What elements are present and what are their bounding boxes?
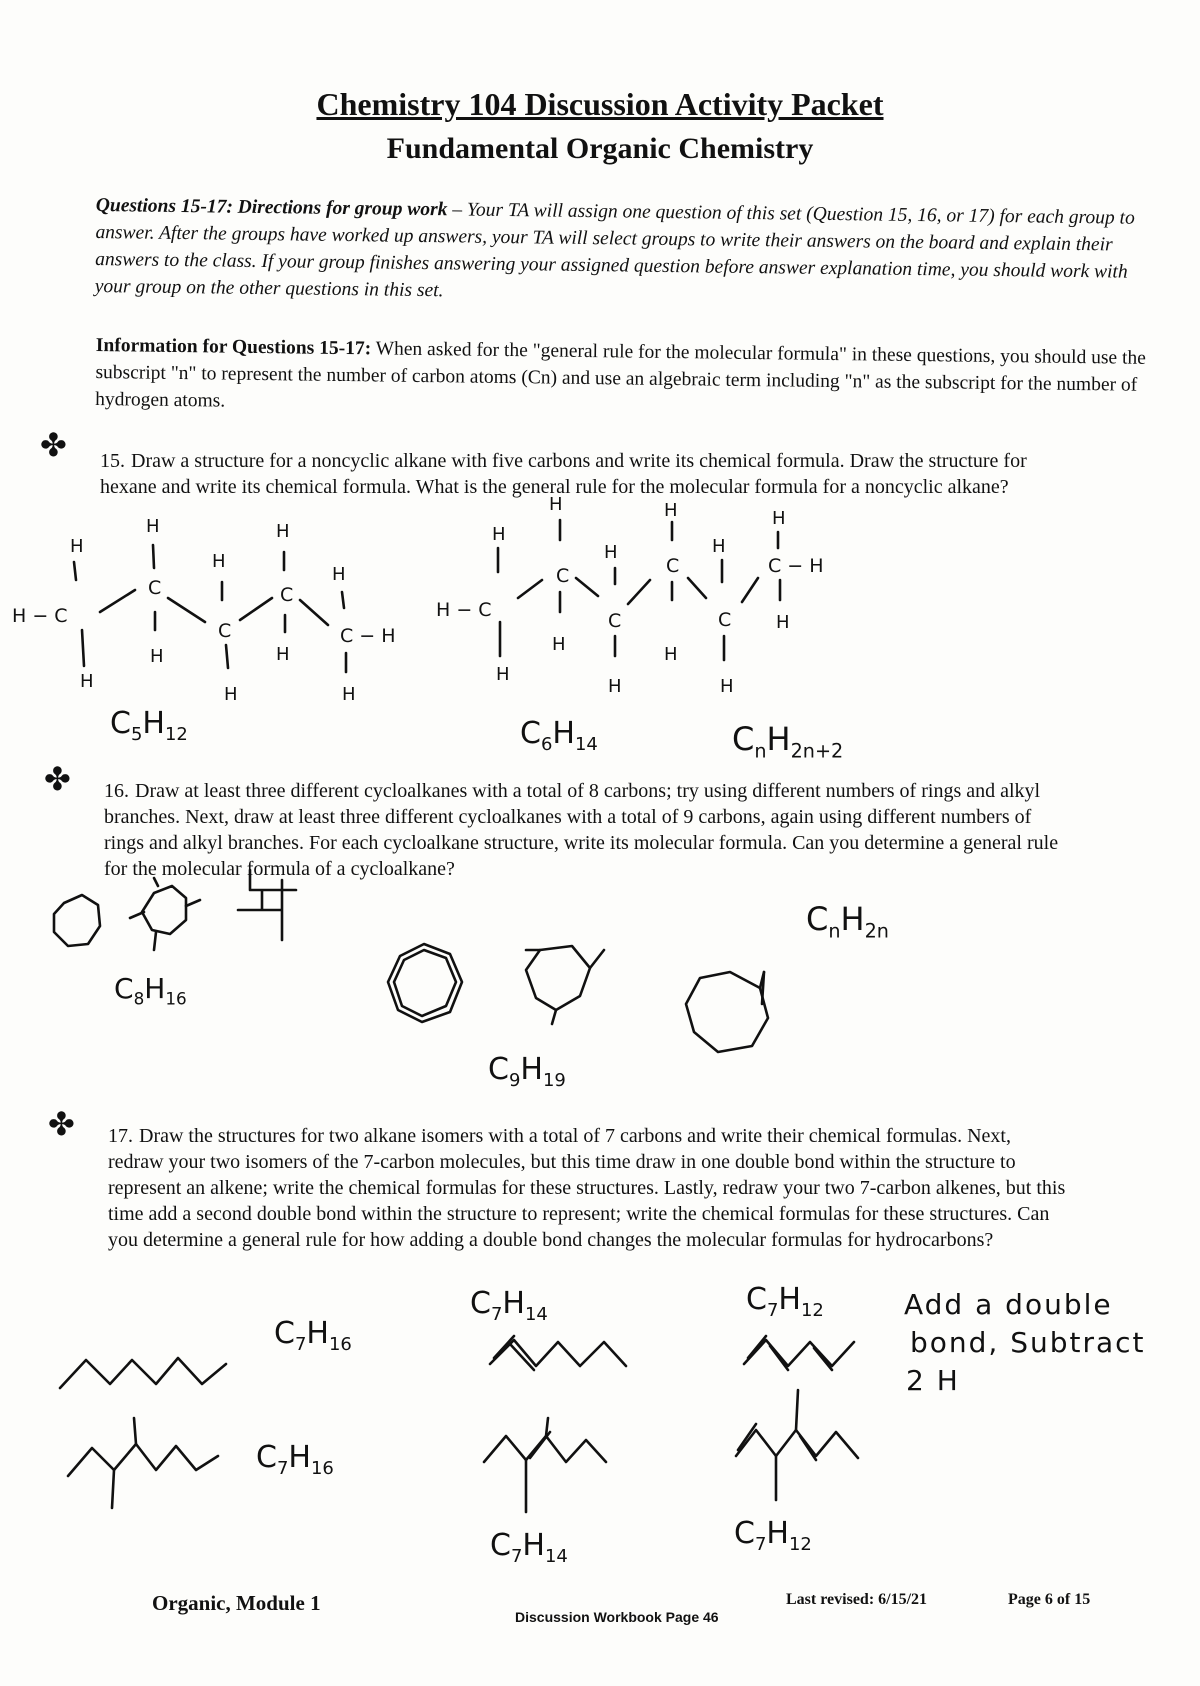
heptene-skeletal xyxy=(490,1336,626,1370)
formula-c8h16: $C_8H_{16}$ xyxy=(114,972,187,1009)
footer-last-revised: Last revised: 6/15/21 xyxy=(786,1591,928,1608)
hexane-structure xyxy=(436,494,824,697)
svg-text:C: C xyxy=(218,620,232,642)
formula-diene1: $C_7H_{12}$ xyxy=(746,1282,824,1321)
packet-title: Chemistry 104 Discussion Activity Packet xyxy=(316,86,884,122)
svg-text:H: H xyxy=(146,516,160,537)
formula-alkane-rule: $C_nH_{2n+2}$ xyxy=(732,720,844,763)
formula-c6h14: $C_6H_{14}$ xyxy=(520,716,598,755)
svg-text:H: H xyxy=(276,644,290,665)
formula-c9h19: $C_9H_{19}$ xyxy=(488,1052,566,1091)
svg-text:H: H xyxy=(664,500,678,521)
svg-text:H: H xyxy=(150,646,164,667)
information-label: Information for Questions 15-17: xyxy=(95,334,372,360)
double-bond-rule-line1: Add a double xyxy=(904,1288,1113,1321)
svg-text:C: C xyxy=(280,584,294,606)
formula-alkene2: $C_7H_{14}$ xyxy=(490,1528,568,1567)
svg-text:H: H xyxy=(720,676,734,697)
svg-text:C: C xyxy=(666,555,680,577)
question-number: 15. xyxy=(100,450,125,472)
heptane-skeletal xyxy=(60,1358,226,1388)
formula-alkane2: $C_7H_{16}$ xyxy=(256,1440,334,1479)
heptadiene-skeletal xyxy=(744,1336,854,1370)
formula-diene2: $C_7H_{12}$ xyxy=(734,1516,812,1555)
svg-text:H: H xyxy=(224,684,238,705)
svg-text:H: H xyxy=(332,564,346,585)
packet-subtitle: Fundamental Organic Chemistry xyxy=(386,132,814,165)
puzzle-icon: ✤ xyxy=(48,1105,75,1143)
puzzle-icon: ✤ xyxy=(44,760,71,798)
svg-text:C: C xyxy=(148,577,162,599)
footer-workbook-page: Discussion Workbook Page 46 xyxy=(515,1609,719,1625)
question-number: 16. xyxy=(104,780,129,802)
double-bond-rule-line2: bond, Subtract xyxy=(910,1326,1146,1359)
formula-alkane1: $C_7H_{16}$ xyxy=(274,1316,352,1355)
footer-module: Organic, Module 1 xyxy=(152,1591,321,1615)
svg-text:C: C xyxy=(608,610,622,632)
information-text: When asked for the "general rule for the molecular formula" in these questions, you should use the subscript "n" to represent the number of carbon atoms (Cn) and use an algebraic term including "n" as the subscript for the number of hydrogen atoms. xyxy=(95,338,1146,412)
svg-text:H: H xyxy=(80,671,94,692)
question-text: Draw at least three different cycloalkanes with a total of 8 carbons; try using different numbers of rings and alkyl branches. Next, draw at least three different cycloalkanes with a total of 9 carbons, again using different numbers of rings and alkyl branches. For each cycloalkane structure, write its molecular formula. Can you determine a general rule for the molecular formula of a cycloalkane? xyxy=(104,780,1059,880)
formula-alkene1: $C_7H_{14}$ xyxy=(470,1286,548,1325)
cycloalkane-structures xyxy=(54,870,768,1052)
svg-text:H: H xyxy=(712,536,726,557)
svg-text:H: H xyxy=(772,508,786,529)
svg-text:H: H xyxy=(496,664,510,685)
svg-text:H: H xyxy=(608,676,622,697)
methylhexadiene-skeletal xyxy=(736,1390,858,1500)
question-text: Draw the structures for two alkane isomers with a total of 7 carbons and write their chemical formulas. Next, redraw your two isomers of the 7-carbon molecules, but this time draw in one double bond within the structure to represent an alkene; write the chemical formulas for these structures. Lastly, redraw your two 7-carbon alkenes, but this time add a second double bond within the structure to represent; write the chemical formulas for these structures. Can you determine a general rule for how adding a double bond changes the molecular formulas for hydrocarbons? xyxy=(108,1125,1066,1251)
svg-text:H − C: H − C xyxy=(12,605,68,627)
double-bond-rule-line3: 2 H xyxy=(906,1364,960,1397)
svg-text:H: H xyxy=(492,524,506,545)
pentane-structure xyxy=(12,516,396,705)
svg-text:H: H xyxy=(342,684,356,705)
svg-text:C − H: C − H xyxy=(340,625,396,647)
svg-text:H: H xyxy=(70,536,84,557)
svg-text:H − C: H − C xyxy=(436,599,492,621)
methylhexane-skeletal xyxy=(68,1418,218,1508)
footer-page-number: Page 6 of 15 xyxy=(1008,1591,1091,1608)
directions-text: – Your TA will assign one question of this set (Question 15, 16, or 17) for each group to answer. After the groups have worked up answers, your TA will select groups to write their answers on the board and explain their answers to the class. If your group finishes answering your assigned question before answer explanation time, you should work with your group on the other questions in this set. xyxy=(94,199,1135,302)
question-text: Draw a structure for a noncyclic alkane with five carbons and write its chemical formula. Draw the structure for hexane and write its chemical formula. What is the general rule for the molecular formula for a noncyclic alkane? xyxy=(100,450,1027,498)
svg-text:H: H xyxy=(776,612,790,633)
svg-text:H: H xyxy=(552,634,566,655)
svg-text:H: H xyxy=(604,542,618,563)
methylhexene-skeletal xyxy=(484,1418,606,1512)
svg-text:C: C xyxy=(556,565,570,587)
formula-c5h12: $C_5H_{12}$ xyxy=(110,706,188,745)
svg-text:C: C xyxy=(718,609,732,631)
question-number: 17. xyxy=(108,1125,133,1147)
svg-text:C − H: C − H xyxy=(768,555,824,577)
svg-text:H: H xyxy=(212,551,226,572)
svg-text:H: H xyxy=(276,521,290,542)
svg-text:H: H xyxy=(549,494,563,515)
puzzle-icon: ✤ xyxy=(40,426,67,464)
formula-cycloalkane-rule: $C_nH_{2n}$ xyxy=(806,900,889,943)
svg-text:H: H xyxy=(664,644,678,665)
directions-label: Questions 15-17: Directions for group work xyxy=(95,194,448,221)
